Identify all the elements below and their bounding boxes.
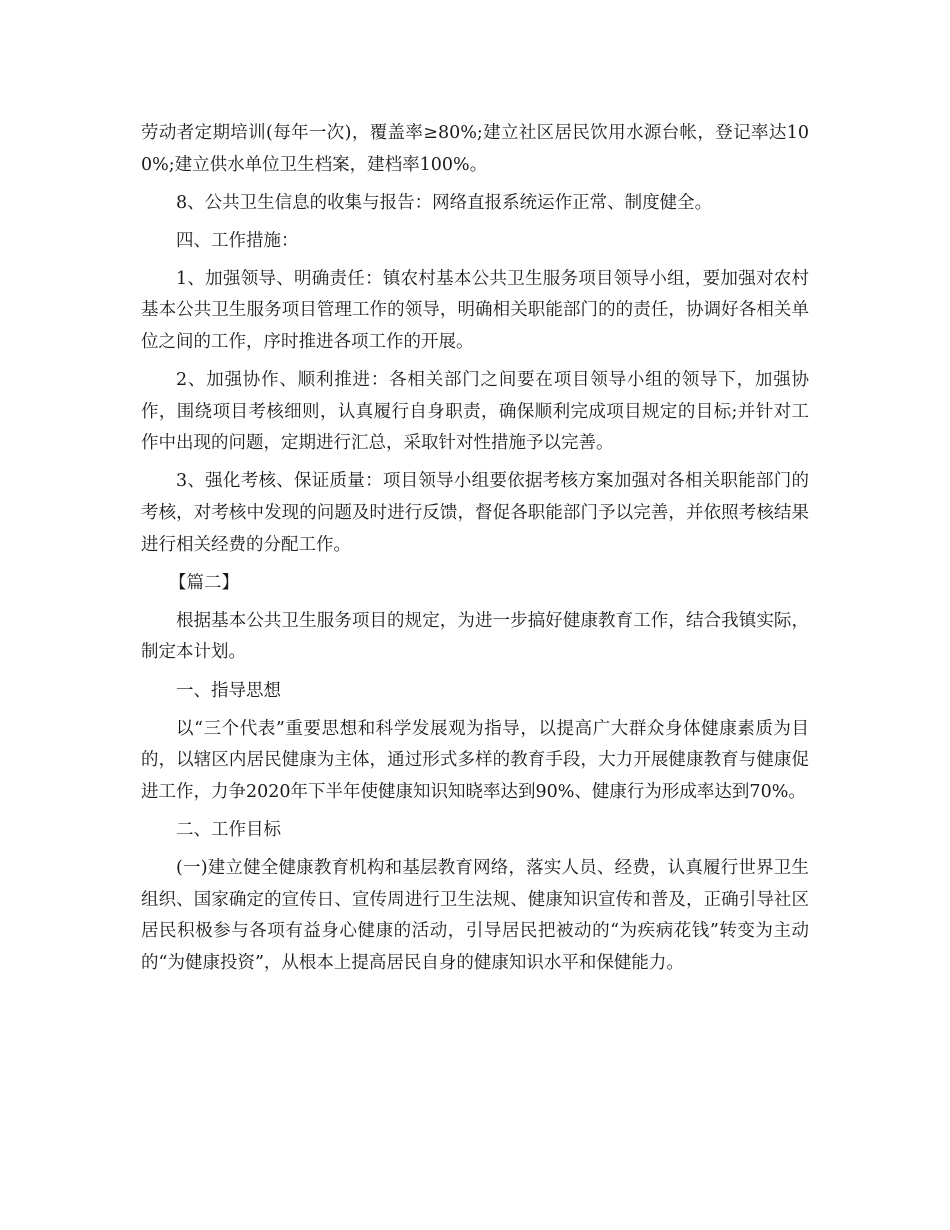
section-heading: 二、工作目标 (176, 819, 281, 840)
paragraph: 3、强化考核、保证质量：项目领导小组要依据考核方案加强对各相关职能部门的考核，对考核中发现的问题及时进行反馈，督促各职能部门予以完善，并依照考核结果进行相关经费的分配工作。 (141, 471, 809, 555)
part-heading: 【篇二】 (169, 572, 239, 593)
section-heading: 一、指导思想 (176, 680, 281, 701)
section-heading: 四、工作措施： (176, 230, 299, 251)
paragraph: 以“三个代表”重要思想和科学发展观为指导，以提高广大群众身体健康素质为目的，以辖区内居民健康为主体，通过形式多样的教育手段，大力开展健康教育与健康促进工作，力争2020年下半年使健康知识知晓率达到90%、健康行为形成率达到70%。 (141, 718, 809, 802)
paragraph: (一)建立健全健康教育机构和基层教育网络，落实人员、经费，认真履行世界卫生组织、国家确定的宣传日、宣传周进行卫生法规、健康知识宣传和普及，正确引导社区居民积极参与各项有益身心健康的活动，引导居民把被动的“为疾病花钱”转变为主动的“为健康投资”，从根本上提高居民自身的健康知识水平和保健能力。 (141, 857, 809, 973)
paragraph: 劳动者定期培训(每年一次)，覆盖率≥80%;建立社区居民饮用水源台帐，登记率达100%;建立供水单位卫生档案，建档率100%。 (141, 123, 809, 175)
paragraph: 8、公共卫生信息的收集与报告：网络直报系统运作正常、制度健全。 (176, 192, 713, 213)
paragraph: 2、加强协作、顺利推进：各相关部门之间要在项目领导小组的领导下，加强协作，围绕项目考核细则，认真履行自身职责，确保顺利完成项目规定的目标;并针对工作中出现的问题，定期进行汇总，采取针对性措施予以完善。 (141, 370, 809, 454)
paragraph: 1、加强领导、明确责任：镇农村基本公共卫生服务项目领导小组，要加强对农村基本公共卫生服务项目管理工作的领导，明确相关职能部门的的责任，协调好各相关单位之间的工作，序时推进各项工作的开展。 (141, 268, 809, 353)
paragraph: 根据基本公共卫生服务项目的规定，为进一步搞好健康教育工作，结合我镇实际，制定本计划。 (141, 610, 809, 663)
document-body (141, 118, 809, 986)
